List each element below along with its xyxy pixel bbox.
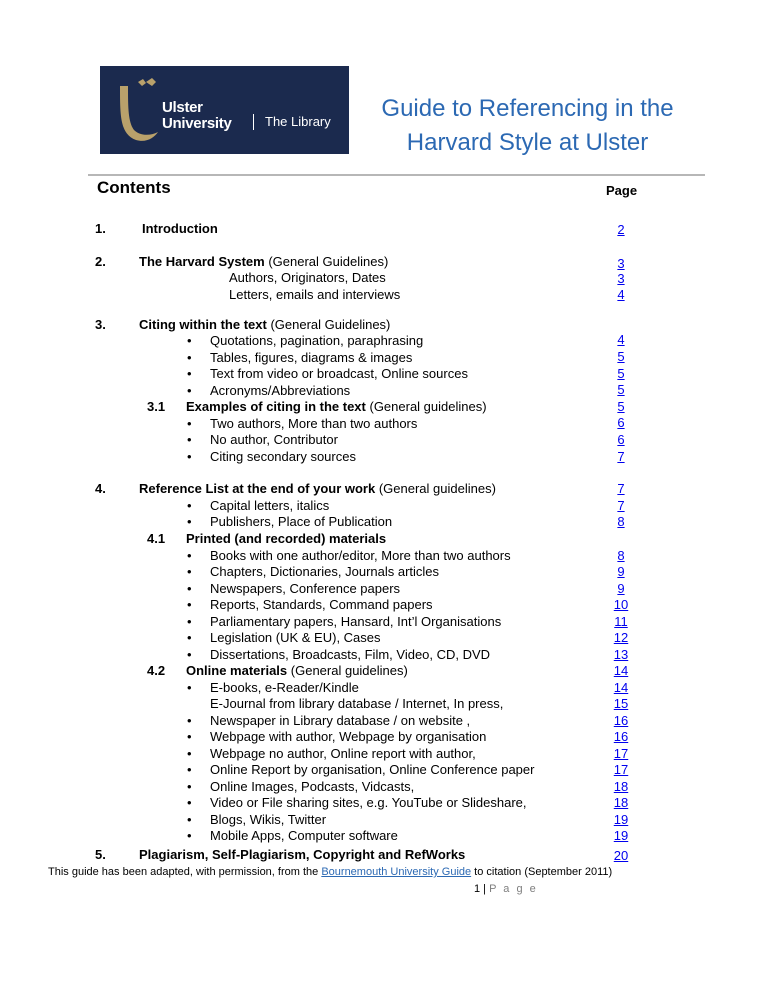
section-3-bullet-5: • Two authors, More than two authors xyxy=(210,416,417,432)
subsection-3-1-number: 3.1 xyxy=(147,399,166,414)
section-4-heading xyxy=(139,481,496,497)
section-3-number: 3. xyxy=(95,317,106,332)
section-5-page-link[interactable]: 20 xyxy=(613,848,629,863)
section-4-page-link[interactable]: 7 xyxy=(617,481,625,496)
section-4-page-link[interactable]: 19 xyxy=(613,812,629,827)
section-2-heading xyxy=(139,254,388,270)
title-line-2: Harvard Style at Ulster xyxy=(406,129,649,156)
section-4-number: 4. xyxy=(95,481,106,496)
section-3-note: (General Guidelines) xyxy=(266,317,391,332)
section-2-note: (General Guidelines) xyxy=(264,254,389,269)
logo-separator xyxy=(253,114,254,130)
subsection-3-1-title: Examples of citing in the text xyxy=(186,399,366,414)
section-4-2-bullet-1: • E-books, e-Reader/Kindle xyxy=(210,680,359,696)
section-4-page-link[interactable]: 10 xyxy=(613,597,629,612)
ulster-library-logo xyxy=(100,66,349,154)
section-3-page-link[interactable]: 6 xyxy=(617,432,625,447)
section-4-note: (General guidelines) xyxy=(375,481,496,496)
section-4-2-bullet-3: • Webpage with author, Webpage by organisation xyxy=(210,729,486,745)
logo-university-name xyxy=(162,100,232,132)
section-4-page-link[interactable]: 7 xyxy=(617,498,625,513)
bournemouth-guide-link[interactable]: Bournemouth University Guide xyxy=(321,866,472,878)
section-4-1-bullet-3: • Newspapers, Conference papers xyxy=(210,581,400,597)
section-4-page-link[interactable]: 17 xyxy=(613,746,629,761)
section-4-1-bullet-2: • Chapters, Dictionaries, Journals articles xyxy=(210,564,439,580)
section-4-2-bullet-1-continued: E-Journal from library database / Internet, In press, xyxy=(210,696,504,711)
page-number-value: 1 xyxy=(474,883,481,895)
logo-line-ulster: Ulster xyxy=(162,99,203,116)
title-divider xyxy=(88,174,705,176)
section-4-page-link[interactable]: 19 xyxy=(613,828,629,843)
section-4-2-bullet-4: • Webpage no author, Online report with author, xyxy=(210,746,476,762)
subsection-4-1-title: Printed (and recorded) materials xyxy=(186,531,387,546)
section-4-2-bullet-9: • Mobile Apps, Computer software xyxy=(210,828,398,844)
section-3-bullet-2: • Tables, figures, diagrams & images xyxy=(210,350,412,366)
section-4-2-bullet-2: • Newspaper in Library database / on website , xyxy=(210,713,470,729)
subsection-4-2-title: Online materials xyxy=(186,663,288,678)
section-4-page-link[interactable]: 16 xyxy=(613,713,629,728)
section-3-page-link[interactable]: 7 xyxy=(617,449,625,464)
page-number xyxy=(474,883,538,895)
subsection-4-2-number: 4.2 xyxy=(147,663,166,678)
section-4-page-link[interactable]: 17 xyxy=(613,762,629,777)
section-4-1-bullet-7: • Dissertations, Broadcasts, Film, Video, CD, DVD xyxy=(210,647,490,663)
section-4-1-bullet-1: • Books with one author/editor, More than two authors xyxy=(210,548,511,564)
section-4-page-link[interactable]: 9 xyxy=(617,581,625,596)
section-4-page-link[interactable]: 13 xyxy=(613,647,629,662)
section-4-page-link[interactable]: 8 xyxy=(617,548,625,563)
page-word: P a g e xyxy=(489,883,538,895)
section-5-number: 5. xyxy=(95,847,106,862)
section-3-page-link[interactable]: 6 xyxy=(617,415,625,430)
logo-library-label: The Library xyxy=(265,114,331,129)
section-2-item-2: Letters, emails and interviews xyxy=(229,287,401,302)
section-4-1-bullet-4: • Reports, Standards, Command papers xyxy=(210,597,433,613)
section-1-title: Introduction xyxy=(142,221,218,236)
section-1-page-link[interactable]: 2 xyxy=(617,222,625,237)
section-2-page-link[interactable]: 3 xyxy=(617,256,625,271)
section-4-page-link[interactable]: 18 xyxy=(613,795,629,810)
page-number-separator: | xyxy=(480,883,490,895)
subsection-4-2-heading xyxy=(186,663,408,679)
section-3-bullet-1: • Quotations, pagination, paraphrasing xyxy=(210,333,423,349)
section-3-page-link[interactable]: 5 xyxy=(617,366,625,381)
section-4-page-link[interactable]: 14 xyxy=(613,680,629,695)
section-3-page-link[interactable]: 5 xyxy=(617,349,625,364)
section-3-page-link[interactable]: 5 xyxy=(617,382,625,397)
section-2-item-1: Authors, Originators, Dates xyxy=(229,270,386,285)
footer-post: to citation (September 2011) xyxy=(471,866,613,878)
section-3-bullet-3: • Text from video or broadcast, Online sources xyxy=(210,366,468,382)
section-4-2-bullet-5: • Online Report by organisation, Online Conference paper xyxy=(210,762,534,778)
section-3-page-link[interactable]: 4 xyxy=(617,332,625,347)
section-4-2-bullet-8: • Blogs, Wikis, Twitter xyxy=(210,812,326,828)
footer-note xyxy=(48,866,612,878)
section-4-page-link[interactable]: 12 xyxy=(613,630,629,645)
section-4-title: Reference List at the end of your work xyxy=(139,481,376,496)
section-4-page-link[interactable]: 8 xyxy=(617,514,625,529)
section-3-page-link[interactable]: 5 xyxy=(617,399,625,414)
subsection-3-1-heading xyxy=(186,399,487,415)
section-4-page-link[interactable]: 14 xyxy=(613,663,629,678)
ulster-logo-mark-icon xyxy=(116,76,160,146)
footer-pre: This guide has been adapted, with permission, from the xyxy=(48,866,322,878)
document-title xyxy=(355,92,700,160)
section-4-page-link[interactable]: 16 xyxy=(613,729,629,744)
section-5-title: Plagiarism, Self-Plagiarism, Copyright and RefWorks xyxy=(139,847,466,862)
section-3-bullet-4: • Acronyms/Abbreviations xyxy=(210,383,350,399)
page-column-heading: Page xyxy=(606,183,638,198)
title-line-1: Guide to Referencing in the xyxy=(381,95,674,122)
section-3-heading xyxy=(139,317,390,333)
section-4-page-link[interactable]: 18 xyxy=(613,779,629,794)
section-4-page-link[interactable]: 9 xyxy=(617,564,625,579)
contents-heading: Contents xyxy=(97,178,171,197)
subsection-3-1-note: (General guidelines) xyxy=(365,399,487,414)
section-4-bullet-1: • Capital letters, italics xyxy=(210,498,329,514)
section-3-bullet-6: • No author, Contributor xyxy=(210,432,338,448)
subsection-4-2-note: (General guidelines) xyxy=(287,663,408,678)
section-4-page-link[interactable]: 15 xyxy=(613,696,629,711)
section-2-number: 2. xyxy=(95,254,106,269)
section-4-2-bullet-6: • Online Images, Podcasts, Vidcasts, xyxy=(210,779,414,795)
section-4-1-bullet-5: • Parliamentary papers, Hansard, Int’l Organisations xyxy=(210,614,501,630)
section-2-title: The Harvard System xyxy=(139,254,265,269)
section-2-item-2-page-link[interactable]: 4 xyxy=(617,287,625,302)
section-3-bullet-7: • Citing secondary sources xyxy=(210,449,356,465)
section-4-1-bullet-6: • Legislation (UK & EU), Cases xyxy=(210,630,381,646)
section-2-item-1-page-link[interactable]: 3 xyxy=(617,271,625,286)
section-1-number: 1. xyxy=(95,221,106,236)
section-4-page-link[interactable]: 11 xyxy=(614,614,628,629)
logo-line-university: University xyxy=(162,115,232,132)
section-4-2-bullet-7: • Video or File sharing sites, e.g. YouTube or Slideshare, xyxy=(210,795,527,811)
section-3-title: Citing within the text xyxy=(139,317,267,332)
subsection-4-1-number: 4.1 xyxy=(147,531,166,546)
section-4-bullet-2: • Publishers, Place of Publication xyxy=(210,514,392,530)
